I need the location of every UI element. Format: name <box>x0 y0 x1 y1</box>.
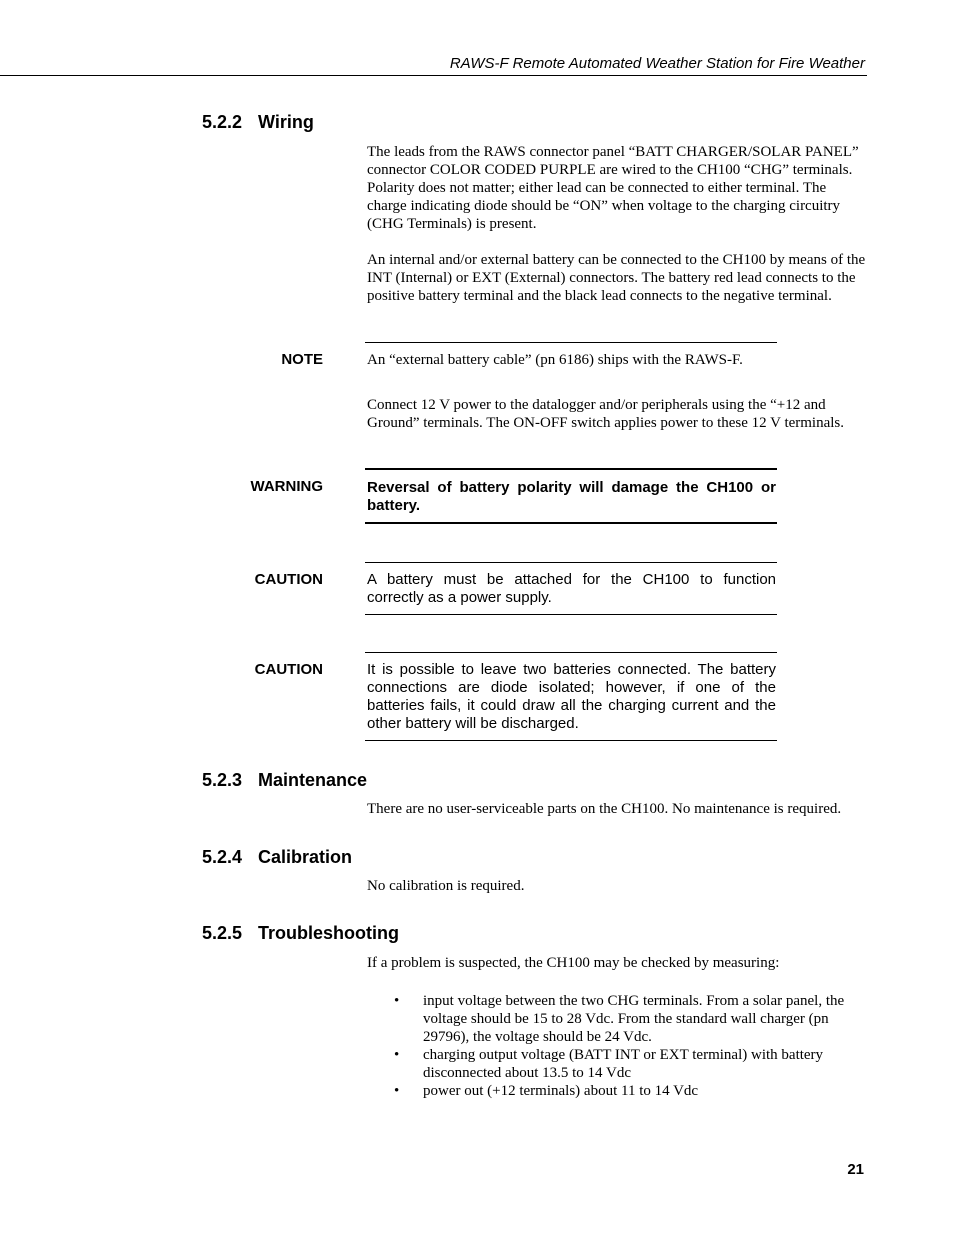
caution2-text: It is possible to leave two batteries connected. The battery connections are diode isolated; however, if one of the batteries fails, it could draw all the charging current and the other battery will be discharged. <box>367 661 776 732</box>
heading-troubleshooting <box>202 923 399 944</box>
heading-calibration-title: Calibration <box>258 847 353 867</box>
maintenance-text: There are no user-serviceable parts on the CH100. No maintenance is required. <box>367 801 842 817</box>
caution1-text: A battery must be attached for the CH100 to function correctly as a power supply. <box>367 571 776 606</box>
note-text: An “external battery cable” (pn 6186) ships with the RAWS-F. <box>367 352 743 368</box>
heading-calibration <box>202 847 352 868</box>
wiring-para-1-text: The leads from the RAWS connector panel “BATT CHARGER/SOLAR PANEL” connector COLOR CODED PURPLE are wired to the CH100 “CHG” terminals. Polarity does not matter; either lead can be connected to either terminal. The charge indicating diode should be “ON” when voltage to the charging circuitry (CHG Terminals) is present. <box>367 144 859 232</box>
heading-troubleshooting-number: 5.2.5 <box>202 923 243 943</box>
caution1-label: CAUTION <box>254 571 323 588</box>
heading-calibration-number: 5.2.4 <box>202 847 243 867</box>
warning-bottom-rule <box>365 522 777 524</box>
list-item-text: input voltage between the two CHG terminals. From a solar panel, the voltage should be 15 to 28 Vdc. From the standard wall charger (pn 29796), the voltage should be 24 Vdc. <box>423 993 845 1045</box>
list-item <box>367 1082 867 1100</box>
wiring-para-1 <box>367 143 867 233</box>
header-rule <box>0 75 867 76</box>
list-item-text: power out (+12 terminals) about 11 to 14 Vdc <box>423 1083 699 1099</box>
heading-maintenance-title: Maintenance <box>258 770 368 790</box>
note-top-rule <box>365 342 777 343</box>
caution2-bottom-rule <box>365 740 777 741</box>
heading-wiring-number: 5.2.2 <box>202 112 243 132</box>
caution2-top-rule <box>365 652 777 653</box>
heading-troubleshooting-title: Troubleshooting <box>258 923 399 943</box>
bullet-icon: • <box>394 993 400 1009</box>
heading-wiring-title: Wiring <box>258 112 314 132</box>
wiring-para-3 <box>367 396 867 432</box>
bullet-icon: • <box>394 1083 400 1099</box>
caution2-label: CAUTION <box>254 661 323 678</box>
wiring-para-2-text: An internal and/or external battery can be connected to the CH100 by means of the INT (Internal) or EXT (External) connectors. The battery red lead connects to the positive battery terminal and the black lead connects to the negative terminal. <box>367 252 866 304</box>
wiring-para-3-text: Connect 12 V power to the datalogger and/or peripherals using the “+12 and Ground” terminals. The ON-OFF switch applies power to these 12 V terminals. <box>367 397 845 431</box>
list-item <box>367 1046 867 1082</box>
troubleshooting-list <box>367 992 867 1100</box>
troubleshooting-intro: If a problem is suspected, the CH100 may be checked by measuring: <box>367 955 780 971</box>
warning-text: Reversal of battery polarity will damage the CH100 or battery. <box>367 479 776 514</box>
heading-wiring <box>202 112 314 133</box>
wiring-para-2 <box>367 251 867 305</box>
calibration-text: No calibration is required. <box>367 878 525 894</box>
running-header: RAWS-F Remote Automated Weather Station for Fire Weather <box>449 55 865 72</box>
bullet-icon: • <box>394 1047 400 1063</box>
heading-maintenance-number: 5.2.3 <box>202 770 243 790</box>
page-number: 21 <box>847 1161 864 1178</box>
heading-maintenance <box>202 770 367 791</box>
caution1-bottom-rule <box>365 614 777 615</box>
list-item-text: charging output voltage (BATT INT or EXT terminal) with battery disconnected about 13.5 to 14 Vdc <box>423 1047 824 1081</box>
warning-top-rule <box>365 468 777 470</box>
list-item <box>367 992 867 1046</box>
caution1-top-rule <box>365 562 777 563</box>
note-label: NOTE <box>281 351 323 368</box>
warning-label: WARNING <box>250 478 323 495</box>
